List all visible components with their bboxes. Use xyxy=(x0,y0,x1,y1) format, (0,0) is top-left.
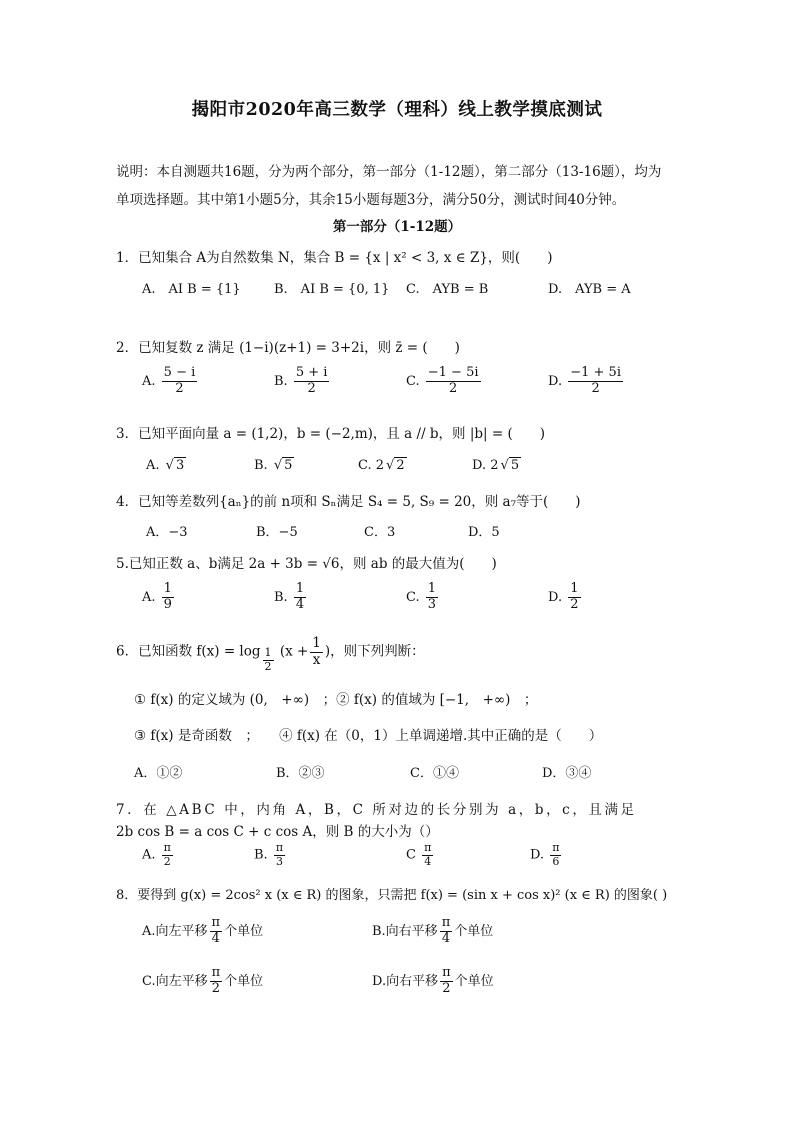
question-1-stem: 1．已知集合 A为自然数集 N，集合 B = {x | x² < 3, x ∈ Z}，则( ) xyxy=(116,250,553,266)
question-8-stem: 8．要得到 g(x) = 2cos² x (x ∈ R) 的图象，只需把 f(x) = (sin x + cos x)² (x ∈ R) 的图象( ) xyxy=(116,888,668,903)
intro-line-1: 说明：本自测题共16题，分为两个部分，第一部分（1-12题），第二部分（13-16题），均为 xyxy=(116,164,662,180)
page-title: 揭阳市2020年高三数学（理科）线上教学摸底测试 xyxy=(191,100,603,120)
question-4-option-a: A．−3 xyxy=(146,525,188,540)
question-8-option-c: C.向左平移 $\frac{\pi}{2}$ 个单位 xyxy=(142,965,264,996)
question-6-stem: 6．已知函数 f(x) = log $\frac{1}{2}$ (x + $\frac{1}{x}$ )，则下列判断： xyxy=(116,635,425,673)
question-6-option-d: D．③④ xyxy=(542,766,592,781)
question-1-option-d: D. AYB = A xyxy=(548,282,631,297)
question-2-option-b: B. $\frac{5 + i}{2}$ xyxy=(274,365,328,396)
question-7-option-d: D. $\frac{\pi}{6}$ xyxy=(530,841,560,868)
question-6-statements-1: ① f(x) 的定义域为 (0, +∞) ；② f(x) 的值域为 [−1, +∞) ； xyxy=(134,692,538,708)
question-4-option-b: B．−5 xyxy=(256,525,298,540)
question-5-option-c: C. $\frac{1}{3}$ xyxy=(406,581,437,612)
question-7-option-a: A. $\frac{\pi}{2}$ xyxy=(142,841,171,868)
question-4-stem: 4．已知等差数列{aₙ}的前 n项和 Sₙ满足 S₄ = 5, S₉ = 20，则 a₇等于( ) xyxy=(116,494,581,510)
question-6-option-c: C．①④ xyxy=(410,766,459,781)
question-2-stem: 2．已知复数 z 满足 (1−i)(z+1) = 3+2i，则 z̄ = ( ) xyxy=(116,340,460,356)
question-8-option-b: B.向右平移 $\frac{\pi}{4}$ 个单位 xyxy=(372,915,494,946)
question-4-option-c: C．3 xyxy=(364,525,396,540)
question-5-option-b: B. $\frac{1}{4}$ xyxy=(274,581,305,612)
question-8-option-a: A.向左平移 $\frac{\pi}{4}$ 个单位 xyxy=(142,915,264,946)
question-7-stem-line-2: 2b cos B = a cos C + c cos A，则 B 的大小为（） xyxy=(116,824,439,840)
question-1-option-b: B. AI B = {0, 1} xyxy=(274,282,390,297)
question-5-stem: 5.已知正数 a、b满足 2a + 3b = √6，则 ab 的最大值为( ) xyxy=(116,556,497,572)
question-3-option-b: B. √ 5 xyxy=(254,458,294,473)
question-6-option-a: A．①② xyxy=(134,766,183,781)
question-2-option-c: C. $\frac{-1 - 5i}{2}$ xyxy=(406,365,479,396)
question-5-option-d: D. $\frac{1}{2}$ xyxy=(548,581,579,612)
question-5-option-a: A. $\frac{1}{9}$ xyxy=(142,581,172,612)
question-3-stem: 3．已知平面向量 a = (1,2)，b = (−2,m)，且 a // b，则 |b| = ( ) xyxy=(116,426,546,442)
question-3-option-d: D. 2√ 5 xyxy=(472,458,521,473)
intro-line-2: 单项选择题。其中第1小题5分，其余15小题每题3分，满分50分，测试时间40分钟。 xyxy=(116,192,626,208)
question-1-option-a: A. AI B = {1} xyxy=(142,282,241,297)
section-header: 第一部分（1-12题） xyxy=(332,219,462,235)
question-6-statements-2: ③ f(x) 是奇函数 ； ④ f(x) 在（0，1）上单调递增.其中正确的是（ ） xyxy=(134,728,603,744)
question-1-option-c: C. AYB = B xyxy=(406,282,489,297)
question-8-option-d: D.向右平移 $\frac{\pi}{2}$ 个单位 xyxy=(372,965,494,996)
question-3-option-a: A. √ 3 xyxy=(146,458,186,473)
question-2-option-d: D. $\frac{-1 + 5i}{2}$ xyxy=(548,365,621,396)
question-7-stem-line-1: 7．在 △ABC 中，内角 A，B，C 所对边的长分别为 a，b，c，且满足 xyxy=(116,802,637,818)
question-2-option-a: A. $\frac{5 - i}{2}$ xyxy=(142,365,196,396)
question-3-option-c: C. 2√ 2 xyxy=(358,458,407,473)
question-7-option-b: B. $\frac{\pi}{3}$ xyxy=(254,841,284,868)
question-4-option-d: D．5 xyxy=(468,525,500,540)
question-7-option-c: C $\frac{\pi}{4}$ xyxy=(406,841,432,868)
question-6-option-b: B．②③ xyxy=(276,766,325,781)
